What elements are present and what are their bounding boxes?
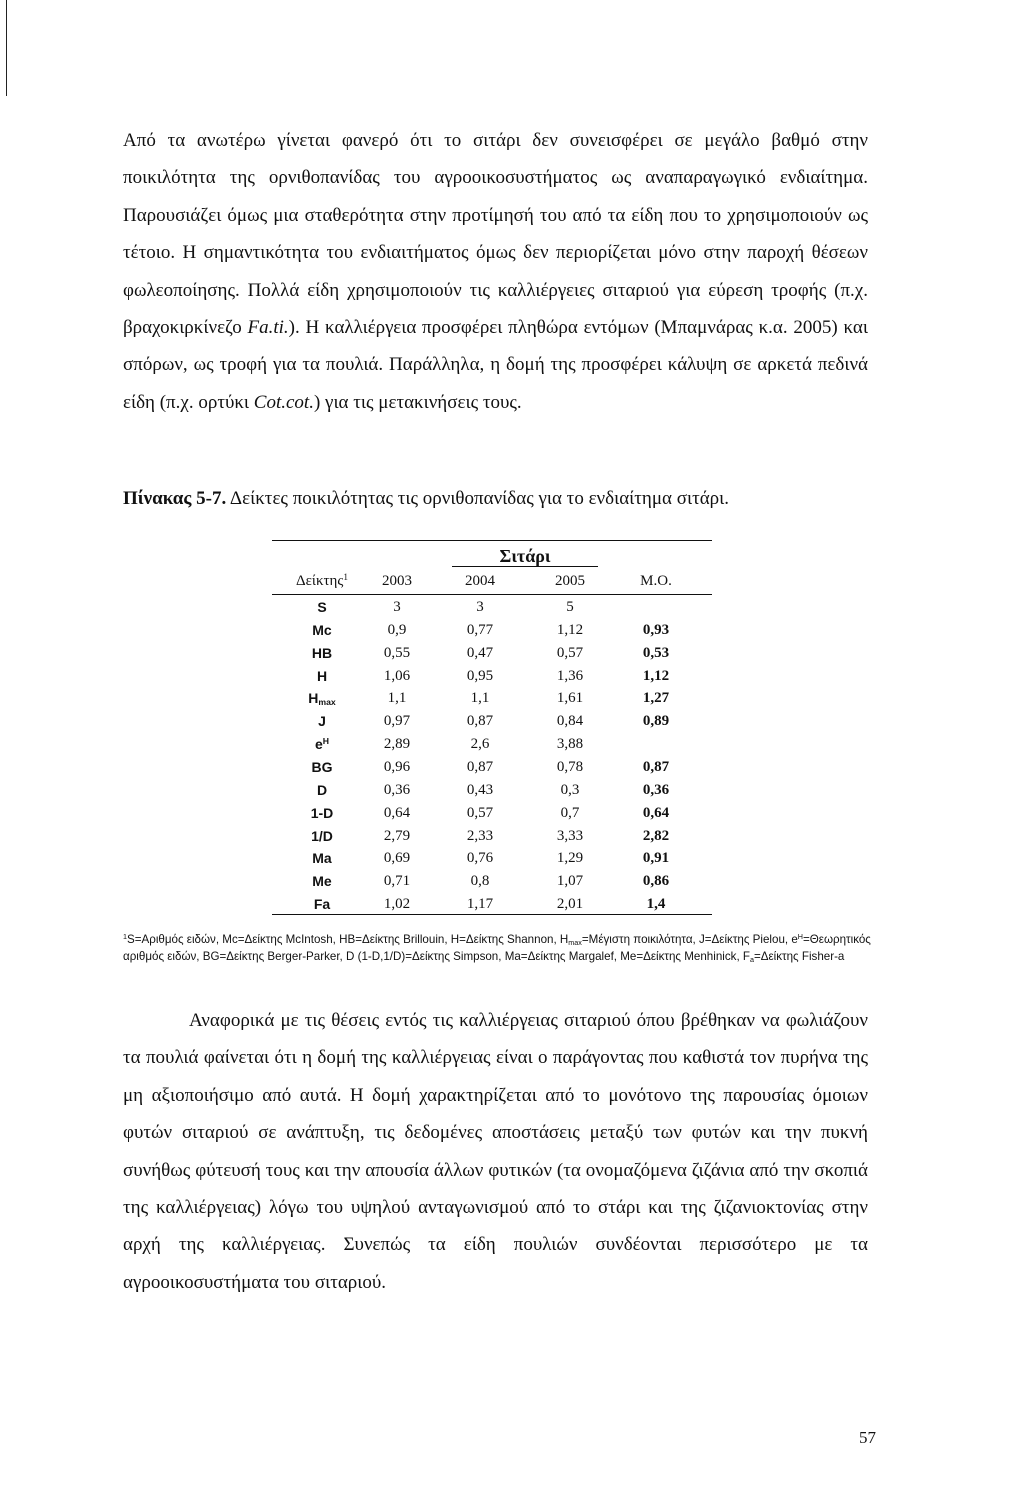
header-mean: Μ.Ο. bbox=[640, 573, 672, 589]
body-paragraph-1: Από τα ανωτέρω γίνεται φανερό ότι το σιτάρι δεν συνεισφέρει σε μεγάλο βαθμό στην ποικιλότητα της ορνιθοπανίδας του αγροοικοσυστήματος ως αναπαραγωγικό ενδιαίτημα. Παρουσιάζει όμως μια σταθερότητα στην προτίμησή του από τα είδη που το χρησιμοποιούν ως τέτοιο. Η σημαντικότητα του ενδιαιτήματος όμως δεν περιορίζεται μόνο στην παροχή θέσεων φωλεοποίησης. Πολλά είδη χρησιμοποιούν τις καλλιέργειες σιταριού για εύρεση τροφής (π.χ. βραχοκιρκίνεζο Fa.ti.). Η καλλιέργεια προσφέρει πληθώρα εντόμων (Μπαμνάρας κ.α. 2005) και σπόρων, ως τροφή για τα πουλιά. Παράλληλα, η δομή της προσφέρει κάλυψη σε αρκετά πεδινά είδη (π.χ. ορτύκι Cot.cot.) για τις μετακινήσεις τους. bbox=[123, 130, 868, 413]
cell-2003: 0,96 bbox=[383, 759, 411, 775]
scan-edge-line bbox=[6, 0, 7, 96]
species-abbrev-fati: Fa.ti. bbox=[247, 317, 289, 339]
cell-2004: 3 bbox=[476, 599, 484, 615]
row-label: 1/D bbox=[311, 827, 333, 844]
cell-mean: 0,64 bbox=[642, 804, 670, 821]
row-label: Me bbox=[312, 873, 332, 890]
cell-2003: 1,1 bbox=[387, 690, 407, 707]
row-label: BG bbox=[311, 759, 333, 775]
cell-2004: 0,43 bbox=[466, 781, 494, 798]
cell-2003: 0,69 bbox=[383, 850, 411, 867]
cell-2003: 0,97 bbox=[383, 713, 411, 730]
row-label: Mc bbox=[312, 621, 332, 638]
row-label: D bbox=[316, 781, 328, 798]
cell-2003: 0,55 bbox=[383, 644, 411, 661]
header-index: Δείκτης$^1$ bbox=[295, 572, 348, 589]
cell-2003: 1,06 bbox=[383, 667, 411, 684]
cell-2005: 5 bbox=[566, 599, 574, 615]
cell-2003: 2,79 bbox=[383, 827, 411, 844]
table-group-title: Σιτάρι bbox=[499, 546, 551, 566]
header-2003: 2003 bbox=[382, 573, 412, 589]
cell-2003: 3 bbox=[393, 599, 401, 615]
cell-2004: 0,76 bbox=[466, 850, 494, 867]
cell-2004: 0,47 bbox=[466, 644, 494, 661]
header-2005: 2005 bbox=[555, 573, 585, 589]
cell-2005: 0,7 bbox=[560, 804, 580, 821]
header-rule bbox=[272, 594, 712, 595]
header-2004: 2004 bbox=[465, 573, 495, 589]
cell-mean: 1,27 bbox=[642, 690, 670, 707]
row-label: $e^H$ bbox=[314, 736, 330, 753]
cell-2004: 0,87 bbox=[466, 713, 494, 730]
cell-2005: 3,88 bbox=[556, 736, 584, 753]
cell-mean: 1,12 bbox=[642, 667, 670, 684]
cell-2005: 0,78 bbox=[556, 759, 584, 775]
row-label: 1-D bbox=[310, 804, 334, 821]
cell-2005: 1,29 bbox=[556, 850, 584, 867]
row-label: J bbox=[318, 713, 326, 730]
cell-2004: 2,33 bbox=[466, 827, 494, 844]
cell-mean: 0,91 bbox=[642, 850, 670, 867]
cell-2003: 0,64 bbox=[383, 804, 411, 821]
table-top-rule bbox=[272, 540, 712, 541]
cell-mean: 0,36 bbox=[642, 781, 670, 798]
table-footnote: $^1$S=Αριθμός ειδών, Mc=Δείκτης McIntosh, HB=Δείκτης Brillouin, H=Δείκτης Shannon, $H_{max}=Mέ\gamma\iota\sigma\tau\eta$ ποικιλότητα, J=Δείκτης Pielou, $e^H=\Theta\varepsilon\omega\rho\eta\tau\iota\kappa ό\varsigma$ αριθμός ειδών, BG=Δείκτης Berger-Parker, D (1-D,1/D)=Δείκτης Simpson, Ma=Δείκτης Margalef, Me=Δείκτης Menhinick, $F_a=\Delta\varepsilon ί\kappa\tau\eta\varsigma$ Fisher-a bbox=[123, 932, 871, 964]
cell-2004: 0,57 bbox=[466, 804, 494, 821]
cell-2003: 2,89 bbox=[383, 736, 411, 753]
cell-2005: 3,33 bbox=[556, 827, 584, 844]
cell-2004: 1,1 bbox=[470, 690, 490, 707]
species-abbrev-cotcot: Cot.cot. bbox=[253, 391, 314, 413]
cell-2005: 1,12 bbox=[556, 621, 584, 638]
page-number: 57 bbox=[859, 1428, 876, 1447]
cell-2004: 0,8 bbox=[470, 873, 490, 890]
row-label: H bbox=[316, 667, 328, 684]
row-label: S bbox=[317, 599, 327, 615]
cell-2005: 0,84 bbox=[556, 713, 584, 730]
cell-mean: 1,4 bbox=[646, 896, 666, 913]
cell-2005: 1,36 bbox=[556, 667, 584, 684]
cell-2004: 0,95 bbox=[466, 667, 494, 684]
body-paragraph-2: Αναφορικά με τις θέσεις εντός τις καλλιέργειας σιταριού όπου βρέθηκαν να φωλιάζουν τα πουλιά φαίνεται ότι η δομή της καλλιέργειας είναι ο παράγοντας που καθιστά τον πυρήνα της μη αξιοποιήσιμο από αυτά. Η δομή χαρακτηρίζεται από το μονότονο της παρουσίας όμοιων φυτών σιταριού σε ανάπτυξη, τις δεδομένες αποστάσεις μεταξύ των φυτών και την πυκνή συνήθως φύτευσή τους και την απουσία άλλων φυτικών (τα ονομαζόμενα ζιζάνια από την σκοπιά της καλλιέργειας) λόγω του υψηλού ανταγωνισμού από το στάρι και της ζιζανιοκτονίας στην αρχή της καλλιέργειας. Συνεπώς τα είδη πουλιών συνδέονται περισσότερο με τα αγροοικοσυστήματα του σιταριού. bbox=[123, 1010, 868, 1293]
row-label: Ma bbox=[312, 850, 332, 867]
cell-mean: 0,93 bbox=[642, 621, 670, 638]
cell-mean: 0,87 bbox=[642, 759, 670, 775]
cell-mean: 0,89 bbox=[642, 713, 670, 730]
cell-2004: 0,77 bbox=[466, 621, 494, 638]
cell-2005: 1,07 bbox=[556, 873, 584, 890]
cell-2003: 0,36 bbox=[383, 781, 411, 798]
cell-2004: 2,6 bbox=[470, 736, 490, 753]
cell-2004: 1,17 bbox=[466, 896, 494, 913]
table-caption-text: Δείκτες ποικιλότητας τις ορνιθοπανίδας για το ενδιαίτημα σιτάρι. bbox=[226, 488, 730, 509]
cell-mean: 2,82 bbox=[642, 827, 670, 844]
cell-mean: 0,86 bbox=[642, 873, 670, 890]
cell-2005: 2,01 bbox=[556, 896, 584, 913]
cell-2003: 0,71 bbox=[383, 873, 411, 890]
cell-mean: 0,53 bbox=[642, 644, 670, 661]
cell-2005: 0,57 bbox=[556, 644, 584, 661]
group-title-underline bbox=[452, 566, 598, 567]
cell-2005: 0,3 bbox=[560, 781, 580, 798]
cell-2005: 1,61 bbox=[556, 690, 584, 707]
cell-2004: 0,87 bbox=[466, 759, 494, 775]
row-label: Fa bbox=[313, 896, 331, 913]
row-label: HB bbox=[311, 644, 333, 661]
table-caption bbox=[123, 486, 883, 512]
row-label: $H_{max}$ bbox=[308, 690, 336, 708]
cell-2003: 1,02 bbox=[383, 896, 411, 913]
table-caption-label: Πίνακας 5-7. bbox=[123, 488, 227, 509]
cell-2003: 0,9 bbox=[387, 621, 407, 638]
table-bottom-rule bbox=[272, 914, 712, 915]
